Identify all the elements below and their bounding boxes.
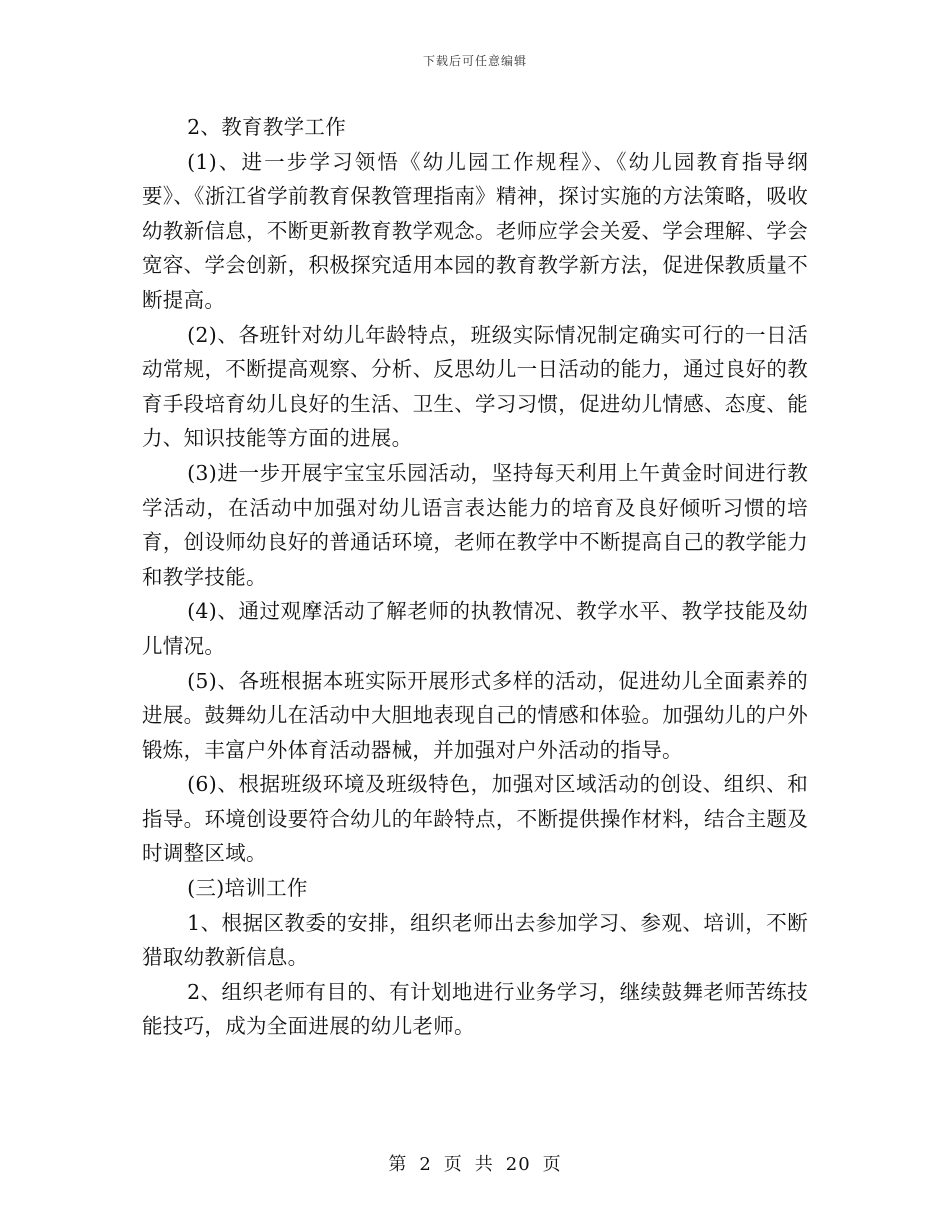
paragraph: (5)、各班根据本班实际开展形式多样的活动，促进幼儿全面素养的进展。鼓舞幼儿在活动中大胆地表现自己的情感和体验。加强幼儿的户外锻炼，丰富户外体育活动器械，并加强对户外活动的指导。 — [142, 668, 808, 762]
paragraph: (4)、通过观摩活动了解老师的执教情况、教学水平、教学技能及幼儿情况。 — [142, 599, 808, 658]
paragraph: 1、根据区教委的安排，组织老师出去参加学习、参观、培训，不断猎取幼教新信息。 — [142, 910, 808, 970]
paragraph: (1)、进一步学习领悟《幼儿园工作规程》、《幼儿园教育指导纲要》、《浙江省学前教育保教管理指南》精神，探讨实施的方法策略，吸收幼教新信息，不断更新教育教学观念。老师应学会关爱、学会理解、学会宽容、学会创新，积极探究适用本园的教育教学新方法，促进保教质量不断提高。 — [142, 149, 808, 312]
section-heading: 2、教育教学工作 — [187, 115, 347, 139]
footer-label-page: 第 — [388, 1154, 408, 1175]
footer-label-of: 页 — [443, 1154, 463, 1175]
paragraph: 2、组织老师有目的、有计划地进行业务学习，继续鼓舞老师苦练技能技巧，成为全面进展的幼儿老师。 — [142, 979, 808, 1039]
footer-total-pages: 20 — [505, 1154, 531, 1175]
paragraph: (3)进一步开展宇宝宝乐园活动，坚持每天利用上午黄金时间进行教学活动，在活动中加强对幼儿语言表达能力的培育及良好倾听习惯的培育，创设师幼良好的普通话环境，老师在教学中不断提高自己的教学能力和教学技能。 — [142, 460, 808, 589]
footer-current-page: 2 — [419, 1154, 432, 1175]
footer-label-total: 共 — [474, 1154, 494, 1175]
document-body — [142, 110, 808, 1044]
paragraph: (6)、根据班级环境及班级特色，加强对区域活动的创设、组织、和指导。环境创设要符合幼儿的年龄特点，不断提供操作材料，结合主题及时调整区域。 — [142, 772, 808, 866]
footer-label-end: 页 — [542, 1154, 562, 1175]
page-footer — [0, 1150, 950, 1176]
section-heading: (三)培训工作 — [187, 876, 308, 901]
page-header: 下载后可任意编辑 — [422, 54, 527, 68]
paragraph: (2)、各班针对幼儿年龄特点，班级实际情况制定确实可行的一日活动常规，不断提高观察、分析、反思幼儿一日活动的能力，通过良好的教育手段培育幼儿良好的生活、卫生、学习习惯，促进幼儿情感、态度、能力、知识技能等方面的进展。 — [142, 322, 808, 451]
